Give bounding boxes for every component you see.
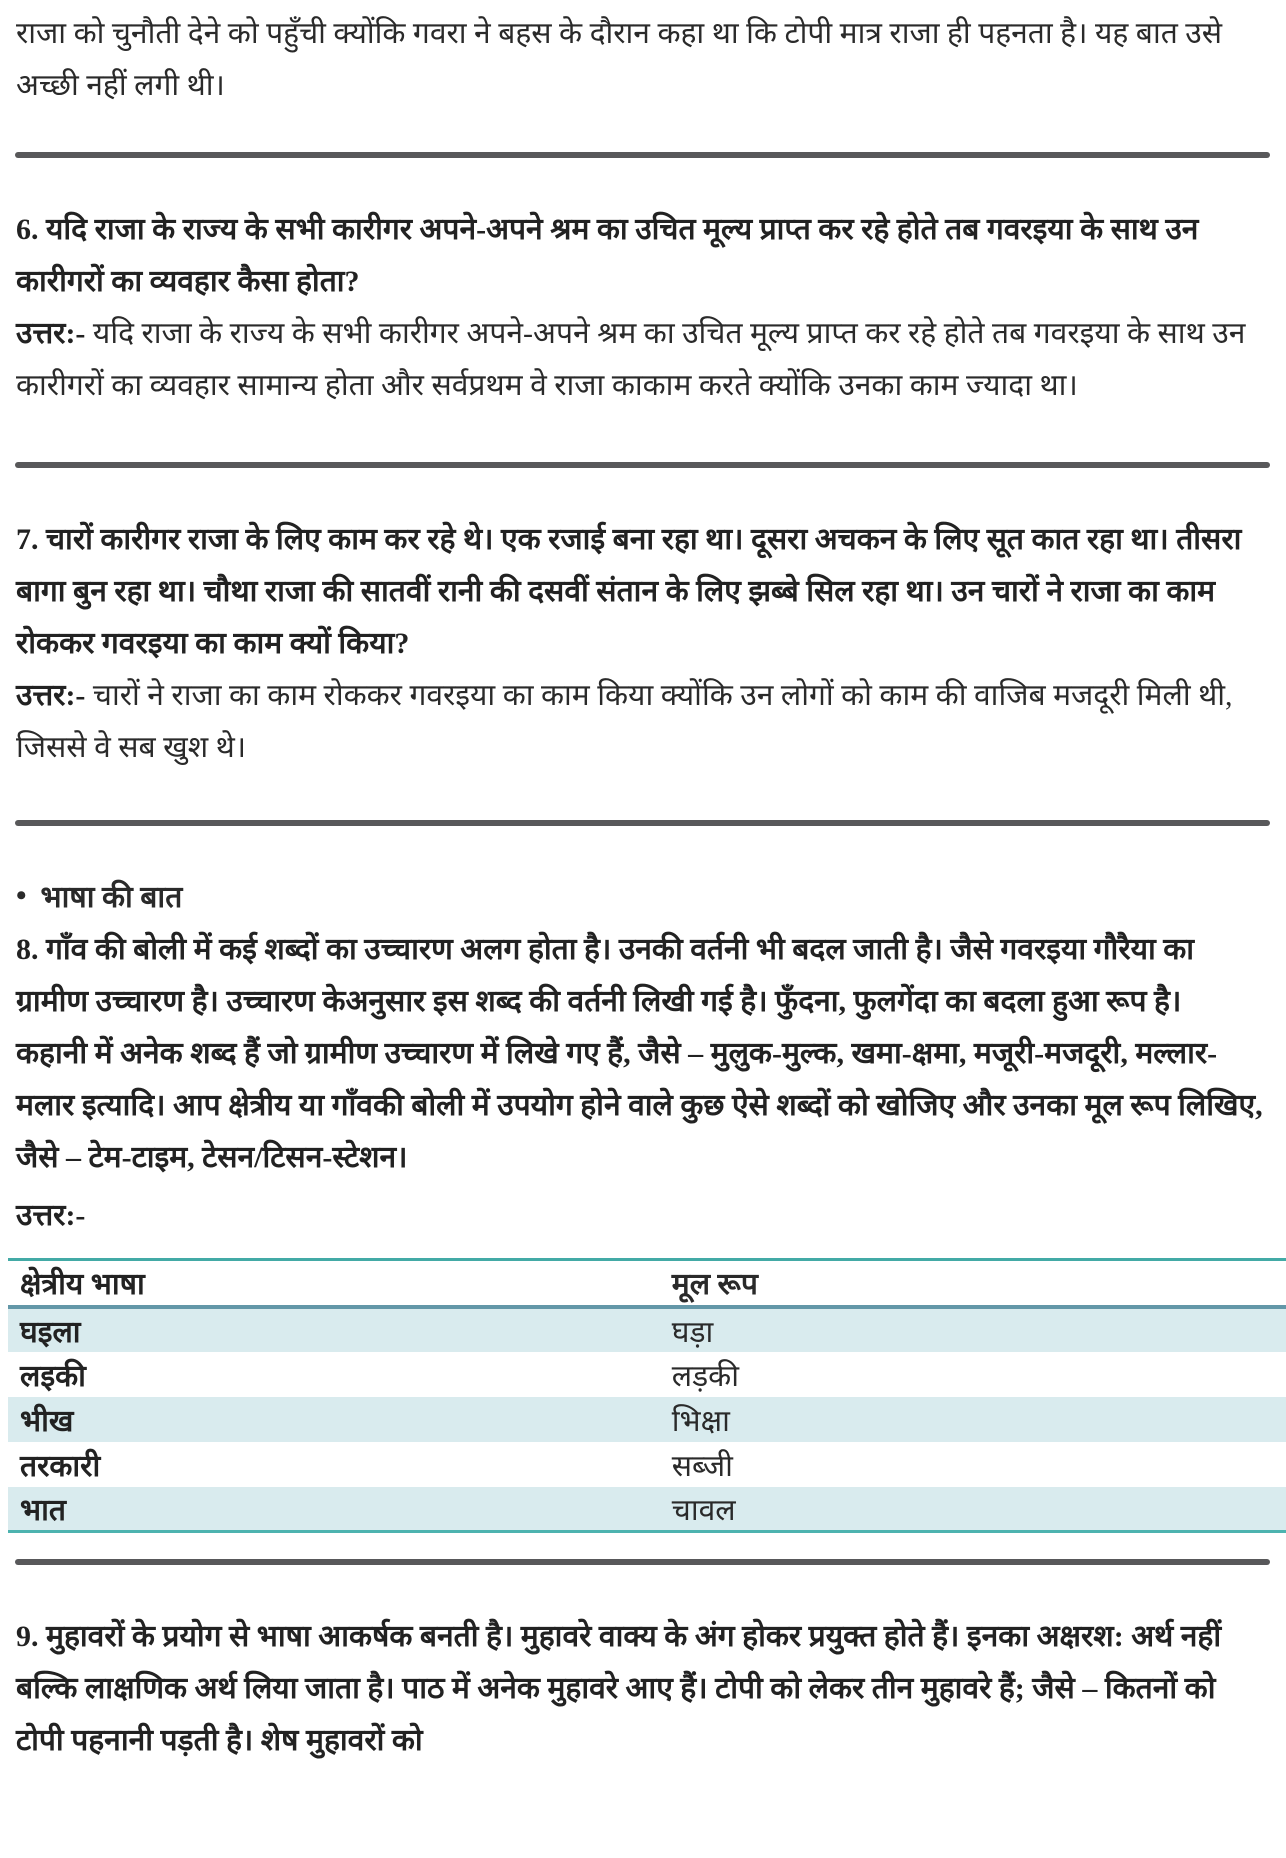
regional-words-table	[8, 1258, 1286, 1533]
bullet-marker: •	[16, 879, 27, 912]
question-9: 9. मुहावरों के प्रयोग से भाषा आकर्षक बनती है। मुहावरे वाक्य के अंग होकर प्रयुक्त होते हैं। इनका अक्षरश: अर्थ नहीं बल्कि लाक्षणिक अर्थ लिया जाता है। पाठ में अनेक मुहावरे आए हैं। टोपी को लेकर तीन मुहावरे हैं; जैसे – कितनों को टोपी पहनानी पड़ती है। शेष मुहावरों को	[16, 1620, 1222, 1757]
question-9-block	[0, 1611, 1286, 1767]
regional-word-cell: लइकी	[20, 1359, 86, 1393]
regional-word-cell: भीख	[20, 1404, 74, 1438]
section-divider	[15, 1559, 1270, 1565]
original-word-cell: लड़की	[671, 1359, 739, 1393]
section-divider	[15, 820, 1270, 826]
question-8: 8. गाँव की बोली में कई शब्दों का उच्चारण अलग होता है। उनकी वर्तनी भी बदल जाती है। जैसे गवरइया गौरैया का ग्रामीण उच्चारण है। उच्चारण केअनुसार इस शब्द की वर्तनी लिखी गई है। फुँदना, फुलगेंदा का बदला हुआ रूप है।	[16, 933, 1195, 1018]
answer-7-label: उत्तर:-	[16, 679, 86, 712]
original-word-cell: भिक्षा	[671, 1404, 730, 1438]
intro-paragraph: राजा को चुनौती देने को पहुँची क्योंकि गवरा ने बहस के दौरान कहा था कि टोपी मात्र राजा ही पहनता है। यह बात उसे अच्छी नहीं लगी थी।	[16, 17, 1223, 102]
table-row	[8, 1442, 1286, 1487]
regional-word-cell: भात	[20, 1493, 66, 1527]
table-header-row	[8, 1260, 1286, 1307]
answer-6-label: उत्तर:-	[16, 317, 86, 350]
question-8-continued: कहानी में अनेक शब्द हैं जो ग्रामीण उच्चारण में लिखे गए हैं, जैसे – मुलुक-मुल्क, खमा-क्षमा, मजूरी-मजदूरी, मल्लार-मलार इत्यादि। आप क्षेत्रीय या गाँवकी बोली में उपयोग होने वाले कुछ ऐसे शब्दों को खोजिए और उनका मूल रूप लिखिए, जैसे – टेम-टाइम, टेसन/टिसन-स्टेशन।	[16, 1037, 1263, 1174]
regional-word-cell: घइला	[20, 1315, 81, 1349]
answer-7-text: चारों ने राजा का काम रोककर गवरइया का काम किया क्योंकि उन लोगों को काम की वाजिब मजदूरी मिली थी, जिससे वे सब खुश थे।	[16, 679, 1233, 764]
regional-word-cell: तरकारी	[20, 1449, 101, 1483]
original-word-cell: चावल	[671, 1493, 736, 1527]
table-row	[8, 1397, 1286, 1442]
question-6: 6. यदि राजा के राज्य के सभी कारीगर अपने-अपने श्रम का उचित मूल्य प्राप्त कर रहे होते तब गवरइया के साथ उन कारीगरों का व्यवहार कैसा होता?	[16, 213, 1199, 298]
question-6-block	[0, 204, 1286, 412]
table-row	[8, 1307, 1286, 1352]
answer-6-text: यदि राजा के राज्य के सभी कारीगर अपने-अपने श्रम का उचित मूल्य प्राप्त कर रहे होते तब गवरइया के साथ उन कारीगरों का व्यवहार सामान्य होता और सर्वप्रथम वे राजा काकाम करते क्योंकि उनका काम ज्यादा था।	[16, 317, 1246, 402]
question-7: 7. चारों कारीगर राजा के लिए काम कर रहे थे। एक रजाई बना रहा था। दूसरा अचकन के लिए सूत कात रहा था। तीसरा बागा बुन रहा था। चौथा राजा की सातवीं रानी की दसवीं संतान के लिए झब्बे सिल रहा था। उन चारों ने राजा का काम रोककर गवरइया का काम क्यों किया?	[16, 523, 1242, 660]
answer-6	[0, 308, 1286, 412]
original-word-cell: सब्जी	[671, 1449, 733, 1483]
column-header-regional-language: क्षेत्रीय भाषा	[20, 1268, 145, 1302]
answer-7	[0, 670, 1286, 774]
section-divider	[15, 462, 1270, 468]
section-divider	[15, 152, 1270, 158]
language-section-title: भाषा की बात	[40, 881, 183, 914]
table-row	[8, 1487, 1286, 1532]
question-7-block	[0, 514, 1286, 774]
language-section-heading	[0, 872, 1286, 924]
answer-8-label: उत्तर:-	[16, 1199, 86, 1232]
table-row	[8, 1352, 1286, 1397]
column-header-original-form: मूल रूप	[671, 1268, 758, 1302]
original-word-cell: घड़ा	[671, 1315, 714, 1349]
question-8-block	[0, 924, 1286, 1242]
